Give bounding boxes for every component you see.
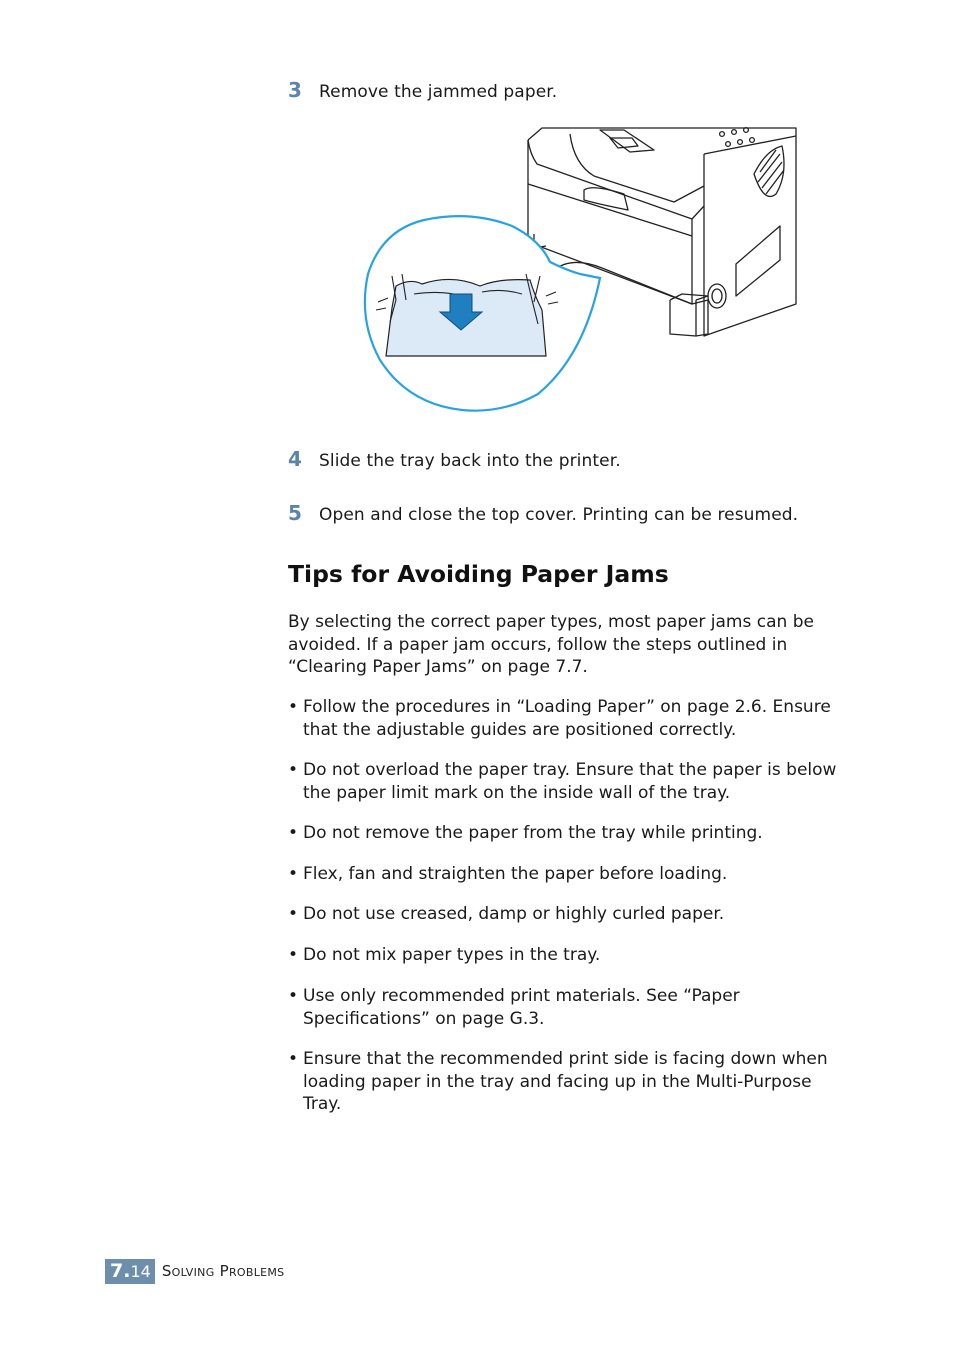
section-intro: By selecting the correct paper types, most paper jams can be avoided. If a paper jam occurs, follow the steps outlined in “Clearing Paper Jams” on page 7.7. xyxy=(288,612,814,677)
step-text: Slide the tray back into the printer. xyxy=(319,451,621,471)
bullet-symbol: • xyxy=(288,823,299,843)
bullet-symbol: • xyxy=(288,864,299,884)
bullet-symbol: • xyxy=(288,697,299,717)
step-number: 5 xyxy=(288,501,302,525)
bullet-symbol: • xyxy=(288,760,299,780)
bullet-symbol: • xyxy=(288,1049,299,1069)
step-number: 3 xyxy=(288,78,302,102)
page-footer xyxy=(105,1258,284,1284)
jammed-paper-illustration xyxy=(362,124,804,414)
list-item-text: Follow the procedures in “Loading Paper” on page 2.6. Ensure that the adjustable guides are positioned correctly. xyxy=(303,697,831,740)
list-item xyxy=(288,903,853,926)
list-item xyxy=(288,822,853,845)
page-number: 14 xyxy=(130,1261,151,1281)
chapter-title: Solving Problems xyxy=(161,1262,285,1280)
step-number: 4 xyxy=(288,447,302,471)
bullet-symbol: • xyxy=(288,904,299,924)
step-text: Remove the jammed paper. xyxy=(319,82,558,102)
list-item xyxy=(288,944,853,967)
step-5 xyxy=(288,501,798,525)
list-item xyxy=(288,985,853,1030)
list-item-text: Do not remove the paper from the tray while printing. xyxy=(303,823,763,843)
list-item-text: Do not use creased, damp or highly curled paper. xyxy=(303,904,725,924)
bullet-symbol: • xyxy=(288,986,299,1006)
list-item xyxy=(288,1048,853,1116)
chapter-number: 7. xyxy=(110,1260,131,1282)
section-heading: Tips for Avoiding Paper Jams xyxy=(288,560,669,588)
list-item xyxy=(288,759,853,804)
list-item-text: Do not overload the paper tray. Ensure that the paper is below the paper limit mark on the inside wall of the tray. xyxy=(303,760,837,803)
list-item-text: Use only recommended print materials. See “Paper Specifications” on page G.3. xyxy=(303,986,740,1029)
step-4 xyxy=(288,447,621,471)
step-text: Open and close the top cover. Printing can be resumed. xyxy=(319,505,799,525)
page-number-badge xyxy=(105,1259,155,1284)
step-3 xyxy=(288,78,557,102)
list-item-text: Do not mix paper types in the tray. xyxy=(303,945,601,965)
list-item xyxy=(288,696,853,741)
list-item-text: Ensure that the recommended print side is facing down when loading paper in the tray and facing up in the Multi-Purpose Tray. xyxy=(303,1049,828,1114)
bullet-symbol: • xyxy=(288,945,299,965)
list-item-text: Flex, fan and straighten the paper before loading. xyxy=(303,864,728,884)
list-item xyxy=(288,863,853,886)
